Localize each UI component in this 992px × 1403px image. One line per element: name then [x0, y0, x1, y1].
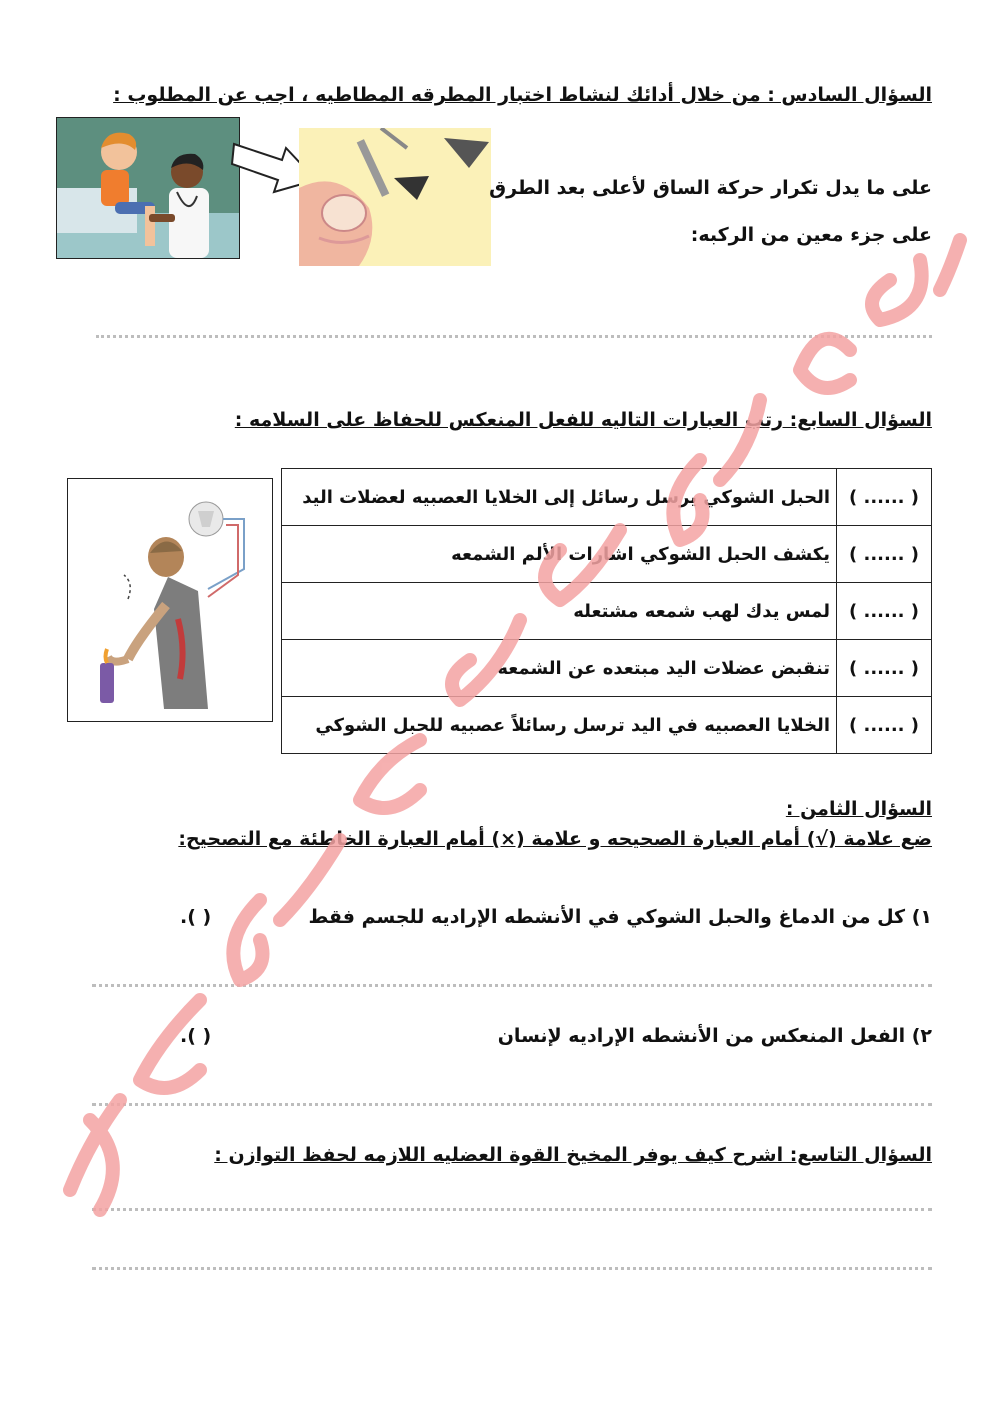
q8-item1-correction-line[interactable]	[92, 984, 932, 987]
order-blank[interactable]: ( ...... )	[837, 469, 932, 526]
table-row	[282, 583, 932, 640]
q9-answer-line-2[interactable]	[92, 1267, 932, 1270]
reflex-arc-image	[67, 478, 273, 722]
order-blank[interactable]: ( ...... )	[837, 583, 932, 640]
order-blank[interactable]: ( ...... )	[837, 697, 932, 754]
reflex-hammer-image	[299, 128, 491, 266]
table-row	[282, 469, 932, 526]
knee-test-cartoon-image	[56, 117, 240, 259]
order-statement: يكشف الحبل الشوكي اشارات الألم الشمعه	[282, 526, 837, 583]
q8-item1-text: ١) كل من الدماغ والحبل الشوكي في الأنشطه الإراديه للجسم فقط	[308, 906, 932, 928]
q6-line1: على ما يدل تكرار حركة الساق لأعلى بعد الطرق	[489, 177, 932, 199]
table-row	[282, 697, 932, 754]
order-statement: الحبل الشوكي يرسل رسائل إلى الخلايا العصبيه لعضلات اليد	[282, 469, 837, 526]
q8-item2-mark[interactable]: ( ).	[180, 1025, 212, 1047]
q9-answer-line-1[interactable]	[92, 1208, 932, 1211]
reflex-order-table	[281, 468, 932, 754]
q9-title: السؤال التاسع: اشرح كيف يوفر المخيخ القوة العضليه اللازمه لحفظ التوازن :	[214, 1144, 932, 1166]
q6-line2: على جزء معين من الركبه:	[690, 224, 932, 246]
q8-title: السؤال الثامن :	[785, 798, 932, 820]
q7-title: السؤال السابع: رتب العبارات التاليه للفعل المنعكس للحفاظ على السلامه :	[234, 409, 932, 431]
order-statement: تنقبض عضلات اليد مبتعده عن الشمعه	[282, 640, 837, 697]
order-blank[interactable]: ( ...... )	[837, 640, 932, 697]
q6-answer-line[interactable]	[96, 335, 932, 338]
order-statement: لمس يدك لهب شمعه مشتعله	[282, 583, 837, 640]
q8-item2-text: ٢) الفعل المنعكس من الأنشطه الإراديه لإنسان	[497, 1025, 932, 1047]
q8-item2-correction-line[interactable]	[92, 1103, 932, 1106]
order-statement: الخلايا العصبيه في اليد ترسل رسائلاً عصبيه للحبل الشوكي	[282, 697, 837, 754]
q8-instruction: ضع علامة (√) أمام العبارة الصحيحه و علامة (×) أمام العبارة الخاطئة مع التصحيح:	[178, 828, 932, 850]
q6-title: السؤال السادس : من خلال أدائك لنشاط اختبار المطرقه المطاطيه ، اجب عن المطلوب :	[113, 84, 932, 106]
table-row	[282, 526, 932, 583]
q8-item1-mark[interactable]: ( ).	[180, 906, 212, 928]
order-blank[interactable]: ( ...... )	[837, 526, 932, 583]
table-row	[282, 640, 932, 697]
